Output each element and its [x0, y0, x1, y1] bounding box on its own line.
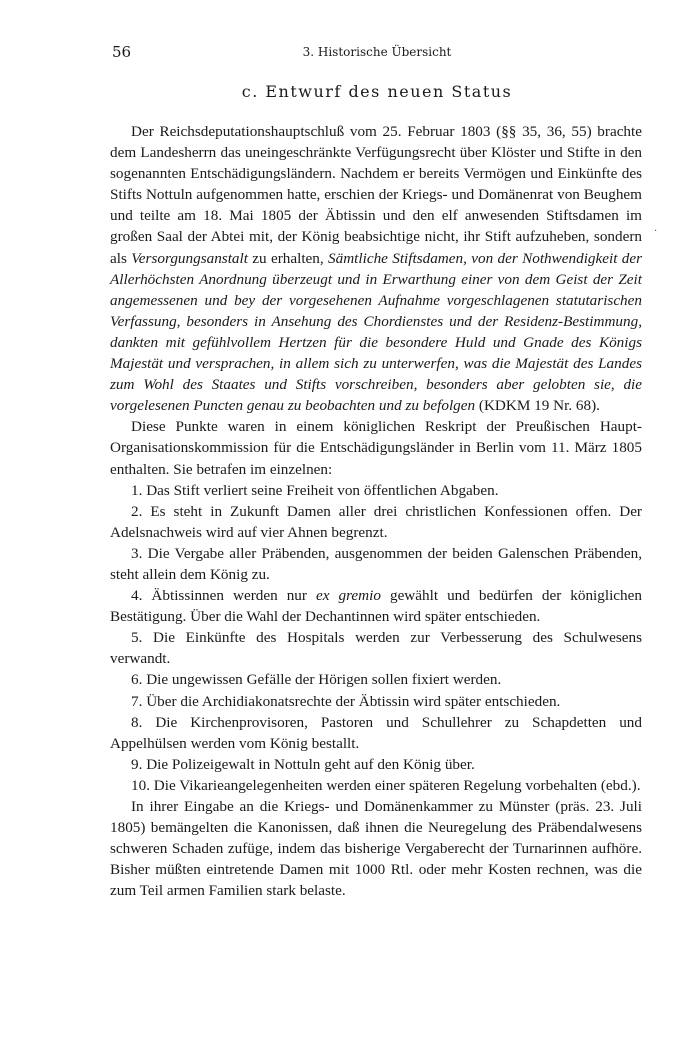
- list-item: 9. Die Polizeigewalt in Nottuln geht auf den König über.: [131, 755, 475, 773]
- italic-quotation: Sämtliche Stiftsdamen, von der Nothwendigkeit der Allerhöchsten Anordnung überzeugt und in Erwarthung einer von dem Geist der Zeit angemessenen und bey der vorgesehenen Aufnahme vorgeschlagenen statutarischen Verfassung, besonders in Ansehung des Chordienstes und der Residenz-Bestimmung, dankten mit gefühlvollem Hertzen für die besondere Huld und Gnade des Königs Majestät und versprachen, in allem sich zu unterwerfen, was die Majestät des Landes zum Wohl des Staates und Stifts vorschreiben, besonders aber gelobten sie, die vorgelesenen Puncten genau zu beobachten und zu befolgen: [110, 249, 643, 415]
- paragraph-text: zu erhalten,: [247, 249, 329, 267]
- list-item-text: gewählt und bedürfen der königlichen Bestätigung. Über die Wahl der Dechantinnen wird später entschieden.: [110, 587, 642, 626]
- list-item: 1. Das Stift verliert seine Freiheit von öffentlichen Abgaben.: [131, 481, 499, 499]
- italic-term: Versorgungsanstalt: [131, 249, 248, 267]
- section-title: c. Entwurf des neuen Status: [241, 82, 513, 101]
- list-item: 2. Es steht in Zukunft Damen aller drei christlichen Konfessionen offen. Der Adelsnachweis wird auf vier Ahnen begrenzt.: [110, 502, 642, 541]
- page-number: 56: [112, 43, 132, 61]
- italic-term: ex gremio: [315, 587, 381, 605]
- list-item: 7. Über die Archidiakonatsrechte der Äbtissin wird später entschieden.: [131, 692, 561, 710]
- paragraph-reskript: Diese Punkte waren in einem königlichen Reskript der Preußischen Haupt-Organisationskommission für die Entschädigungsländer in Berlin vom 11. März 1805 enthalten. Sie betrafen im einzelnen:: [110, 418, 642, 478]
- body-text: [110, 121, 642, 901]
- paragraph-text: Der Reichsdeputationshauptschluß vom 25. Februar 1803 (§§ 35, 36, 55) brachte dem Landesherrn das uneingeschränkte Verfügungsrecht über Klöster und Stifte in den sogenannten Entschädigungsländern. Nachdem er bereits Vermögen und Einkünfte des Stifts Nottuln aufgenommen hatte, erschien der Kriegs- und Domänenrat von Beughem und teilte am 18. Mai 1805 der Äbtissin und den elf anwesenden Stiftsdamen im großen Saal der Abtei mit, der König beabsichtige nicht, ihr Stift aufzuheben, sondern als: [110, 123, 642, 267]
- list-item: 5. Die Einkünfte des Hospitals werden zur Verbesserung des Schulwesens verwandt.: [110, 629, 642, 668]
- list-item-text: 4. Äbtissinnen werden nur: [131, 587, 316, 605]
- margin-mark: ·: [654, 226, 658, 237]
- citation: (KDKM 19 Nr. 68).: [475, 397, 600, 415]
- list-item: [110, 585, 642, 627]
- page-header: [112, 43, 642, 63]
- list-item: 6. Die ungewissen Gefälle der Hörigen sollen fixiert werden.: [131, 671, 502, 689]
- list-item: 3. Die Vergabe aller Präbenden, ausgenommen der beiden Galenschen Präbenden, steht allein dem König zu.: [110, 544, 642, 583]
- list-item: 8. Die Kirchenprovisoren, Pastoren und Schullehrer zu Schapdetten und Appelhülsen werden vom König bestallt.: [110, 713, 642, 752]
- paragraph-eingabe: In ihrer Eingabe an die Kriegs- und Domänenkammer zu Münster (präs. 23. Juli 1805) bemängelten die Kanonissen, daß ihnen die Neuregelung des Präbendalwesens schweren Schaden zufüge, indem das bisherige Vergaberecht der Turnarinnen aufhöre. Bisher müßten eintretende Damen mit 1000 Rtl. oder mehr Kosten rechnen, was die zum Teil armen Familien stark belaste.: [110, 798, 642, 900]
- running-head: 3. Historische Übersicht: [302, 45, 452, 59]
- paragraph-reichsdeputation: [110, 121, 642, 416]
- list-item: 10. Die Vikarieangelegenheiten werden einer späteren Regelung vorbehalten (ebd.).: [131, 776, 641, 794]
